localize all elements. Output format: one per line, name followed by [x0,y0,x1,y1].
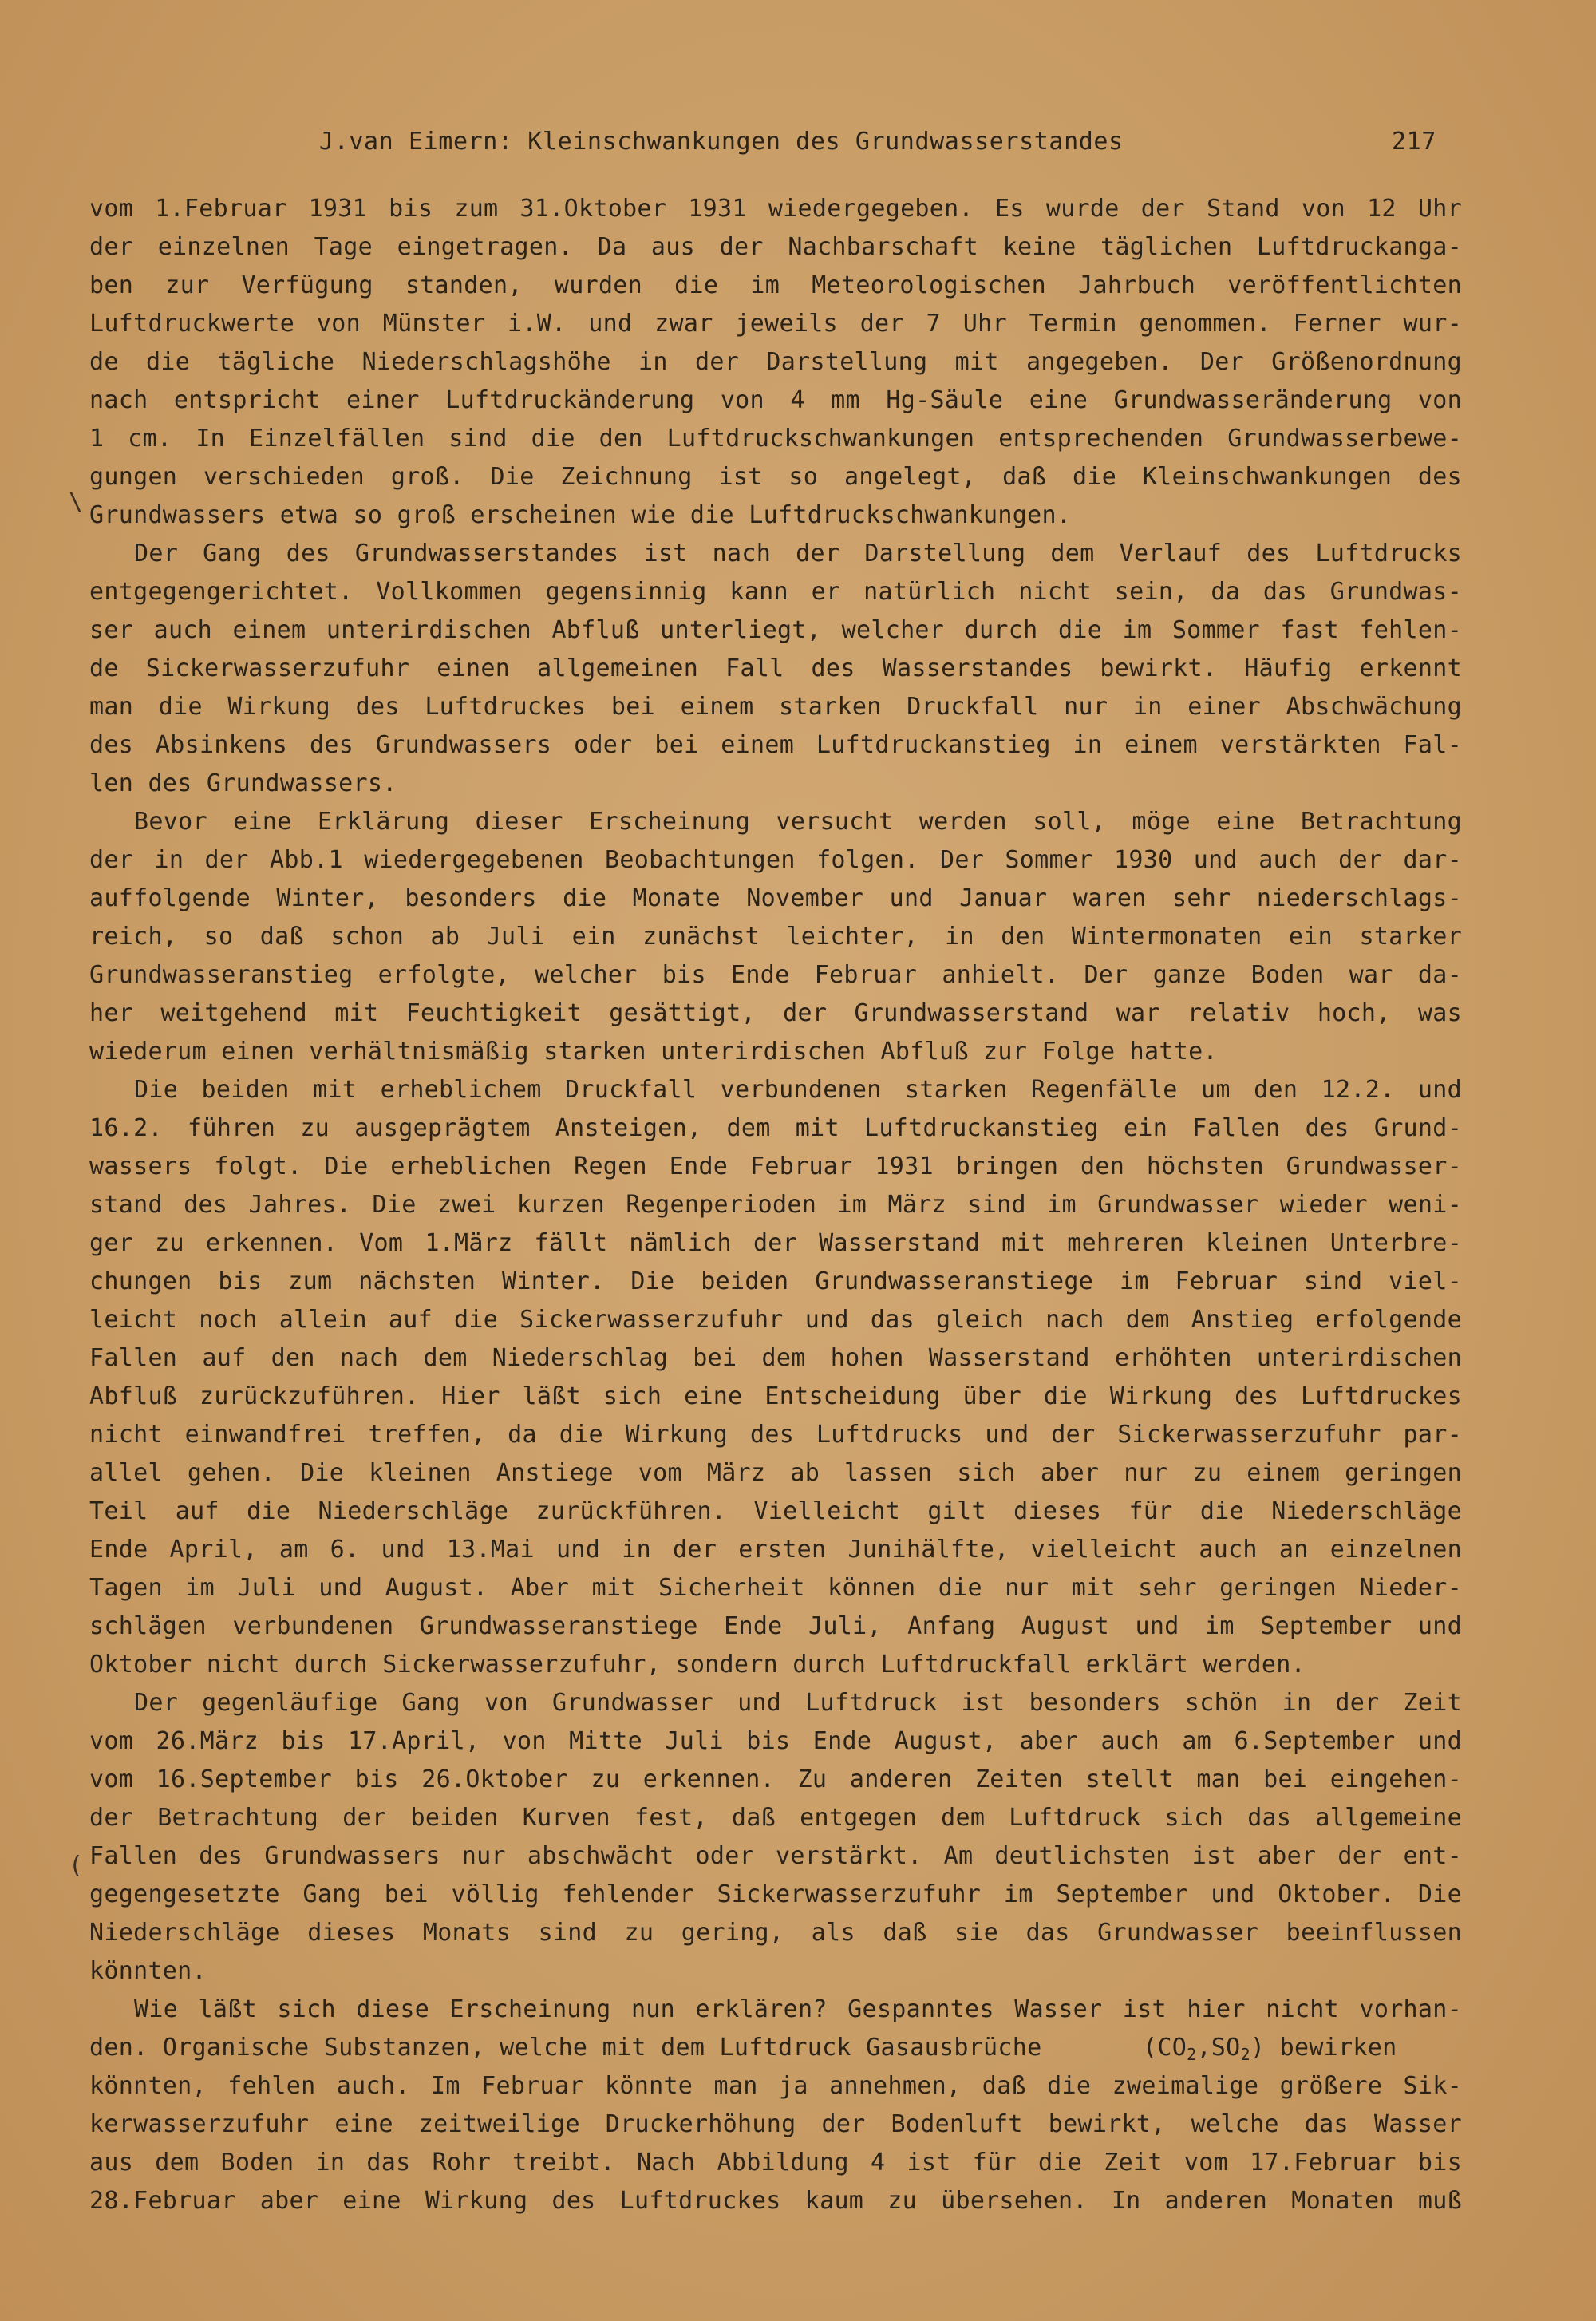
text-line: chungen bis zum nächsten Winter. Die beiden Grundwasseranstiege im Februar sind viel- [89,1267,1462,1295]
text-line: der in der Abb.1 wiedergegebenen Beobachtungen folgen. Der Sommer 1930 und auch der dar- [89,846,1462,874]
text-line: Teil auf die Niederschläge zurückführen. Vielleicht gilt dieses für die Niederschläge [89,1497,1462,1525]
text-line: Fallen auf den nach dem Niederschlag bei dem hohen Wasserstand erhöhten unterirdischen [89,1344,1462,1372]
text-line: gungen verschieden groß. Die Zeichnung ist so angelegt, daß die Kleinschwankungen des [89,463,1462,491]
text-line: 1 cm. In Einzelfällen sind die den Luftdruckschwankungen entsprechenden Grundwasserbewe- [89,425,1462,453]
running-header [319,128,1436,168]
chem-line-before: den. Organische Substanzen, welche mit dem Luftdruck Gasausbrüche [89,2034,1057,2062]
text-line: stand des Jahres. Die zwei kurzen Regenperioden im März sind im Grundwasser wieder weni- [89,1191,1462,1219]
text-line: kerwasserzufuhr eine zeitweilige Druckerhöhung der Bodenluft bewirkt, welche das Wasser [89,2110,1462,2138]
formula-open: (CO [1143,2034,1187,2062]
text-line: auffolgende Winter, besonders die Monate November und Januar waren sehr niederschlags- [89,884,1462,912]
text-line: reich, so daß schon ab Juli ein zunächst leichter, in den Wintermonaten ein starker [89,923,1462,951]
text-line: de die tägliche Niederschlagshöhe in der Darstellung mit angegeben. Der Größenordnung [89,348,1462,376]
text-line: len des Grundwassers. [89,769,397,797]
chemical-formula [1143,2029,1397,2067]
text-line: vom 16.September bis 26.Oktober zu erkennen. Zu anderen Zeiten stellt man bei eingehen- [89,1765,1462,1793]
text-line: Luftdruckwerte von Münster i.W. und zwar jeweils der 7 Uhr Termin genommen. Ferner wur- [89,310,1462,338]
page-number: 217 [1392,128,1436,156]
text-line: des Absinkens des Grundwassers oder bei einem Luftdruckanstieg in einem verstärkten Fal- [89,731,1462,759]
text-line: Der gegenläufige Gang von Grundwasser und Luftdruck ist besonders schön in der Zeit [134,1689,1462,1717]
text-line: Abfluß zurückzuführen. Hier läßt sich eine Entscheidung über die Wirkung des Luftdruckes [89,1382,1462,1410]
text-line: Der Gang des Grundwasserstandes ist nach der Darstellung dem Verlauf des Luftdrucks [134,540,1462,567]
text-line: Grundwassers etwa so groß erscheinen wie die Luftdruckschwankungen. [89,501,1072,529]
formula-close: ) bewirken [1250,2034,1397,2062]
text-line: vom 1.Februar 1931 bis zum 31.Oktober 1931 wiedergegeben. Es wurde der Stand von 12 Uhr [89,195,1462,223]
formula-comma: ,SO [1196,2034,1241,2062]
text-line: allel gehen. Die kleinen Anstiege vom März ab lassen sich aber nur zu einem geringen [89,1459,1462,1487]
text-line-chemical [89,2029,1462,2067]
text-line: 28.Februar aber eine Wirkung des Luftdruckes kaum zu übersehen. In anderen Monaten muß [89,2187,1462,2215]
text-line: wiederum einen verhältnismäßig starken unterirdischen Abfluß zur Folge hatte. [89,1038,1218,1066]
text-line: man die Wirkung des Luftdruckes bei einem starken Druckfall nur in einer Abschwächung [89,693,1462,721]
text-line: nicht einwandfrei treffen, da die Wirkung des Luftdrucks und der Sickerwasserzufuhr par- [89,1421,1462,1449]
text-line: entgegengerichtet. Vollkommen gegensinnig kann er natürlich nicht sein, da das Grundwas- [89,578,1462,606]
text-line: der Betrachtung der beiden Kurven fest, daß entgegen dem Luftdruck sich das allgemeine [89,1804,1462,1832]
text-line: der einzelnen Tage eingetragen. Da aus der Nachbarschaft keine täglichen Luftdruckanga- [89,233,1462,261]
text-line: nach entspricht einer Luftdruckänderung von 4 mm Hg-Säule eine Grundwasseränderung von [89,386,1462,414]
text-line: leicht noch allein auf die Sickerwasserzufuhr und das gleich nach dem Anstieg erfolgende [89,1306,1462,1334]
text-line: aus dem Boden in das Rohr treibt. Nach Abbildung 4 ist für die Zeit vom 17.Februar bis [89,2149,1462,2177]
formula-subscript: 2 [1187,2045,1197,2064]
text-line: Niederschläge dieses Monats sind zu gering, als daß sie das Grundwasser beeinflussen [89,1919,1462,1947]
text-line: ben zur Verfügung standen, wurden die im Meteorologischen Jahrbuch veröffentlichten [89,271,1462,299]
text-line: de Sickerwasserzufuhr einen allgemeinen Fall des Wasserstandes bewirkt. Häufig erkennt [89,654,1462,682]
text-line: Tagen im Juli und August. Aber mit Sicherheit können die nur mit sehr geringen Nieder- [89,1574,1462,1602]
text-line: könnten. [89,1957,207,1985]
text-line: wassers folgt. Die erheblichen Regen Ende Februar 1931 bringen den höchsten Grundwasser- [89,1153,1462,1180]
margin-mark: ( [69,1852,84,1880]
header-title: J.van Eimern: Kleinschwankungen des Grundwasserstandes [319,128,1124,156]
text-line: könnten, fehlen auch. Im Februar könnte man ja annehmen, daß die zweimalige größere Sik- [89,2072,1462,2100]
text-line: ser auch einem unterirdischen Abfluß unterliegt, welcher durch die im Sommer fast fehlen- [89,616,1462,644]
text-line: vom 26.März bis 17.April, von Mitte Juli bis Ende August, aber auch am 6.September und [89,1727,1462,1755]
text-line: ger zu erkennen. Vom 1.März fällt nämlich der Wasserstand mit mehreren kleinen Unterbre- [89,1229,1462,1257]
text-line: Wie läßt sich diese Erscheinung nun erklären? Gespanntes Wasser ist hier nicht vorhan- [134,1995,1462,2023]
text-line: Oktober nicht durch Sickerwasserzufuhr, sondern durch Luftdruckfall erklärt werden. [89,1651,1306,1678]
text-line: Fallen des Grundwassers nur abschwächt oder verstärkt. Am deutlichsten ist aber der ent- [89,1842,1462,1870]
text-line: 16.2. führen zu ausgeprägtem Ansteigen, dem mit Luftdruckanstieg ein Fallen des Grund- [89,1114,1462,1142]
text-line: Die beiden mit erheblichem Druckfall verbundenen starken Regenfälle um den 12.2. und [134,1076,1462,1104]
formula-subscript: 2 [1240,2045,1250,2064]
text-line: gegengesetzte Gang bei völlig fehlender Sickerwasserzufuhr im September und Oktober. Die [89,1880,1462,1908]
text-line: her weitgehend mit Feuchtigkeit gesättigt, der Grundwasserstand war relativ hoch, was [89,999,1462,1027]
text-line: Bevor eine Erklärung dieser Erscheinung versucht werden soll, möge eine Betrachtung [134,808,1462,836]
text-line: Grundwasseranstieg erfolgte, welcher bis Ende Februar anhielt. Der ganze Boden war da- [89,961,1462,989]
text-line: Ende April, am 6. und 13.Mai und in der ersten Junihälfte, vielleicht auch an einzelnen [89,1536,1462,1564]
text-line: schlägen verbundenen Grundwasseranstiege Ende Juli, Anfang August und im September und [89,1612,1462,1640]
body-text [89,190,1462,2220]
margin-mark: \ [69,488,84,516]
